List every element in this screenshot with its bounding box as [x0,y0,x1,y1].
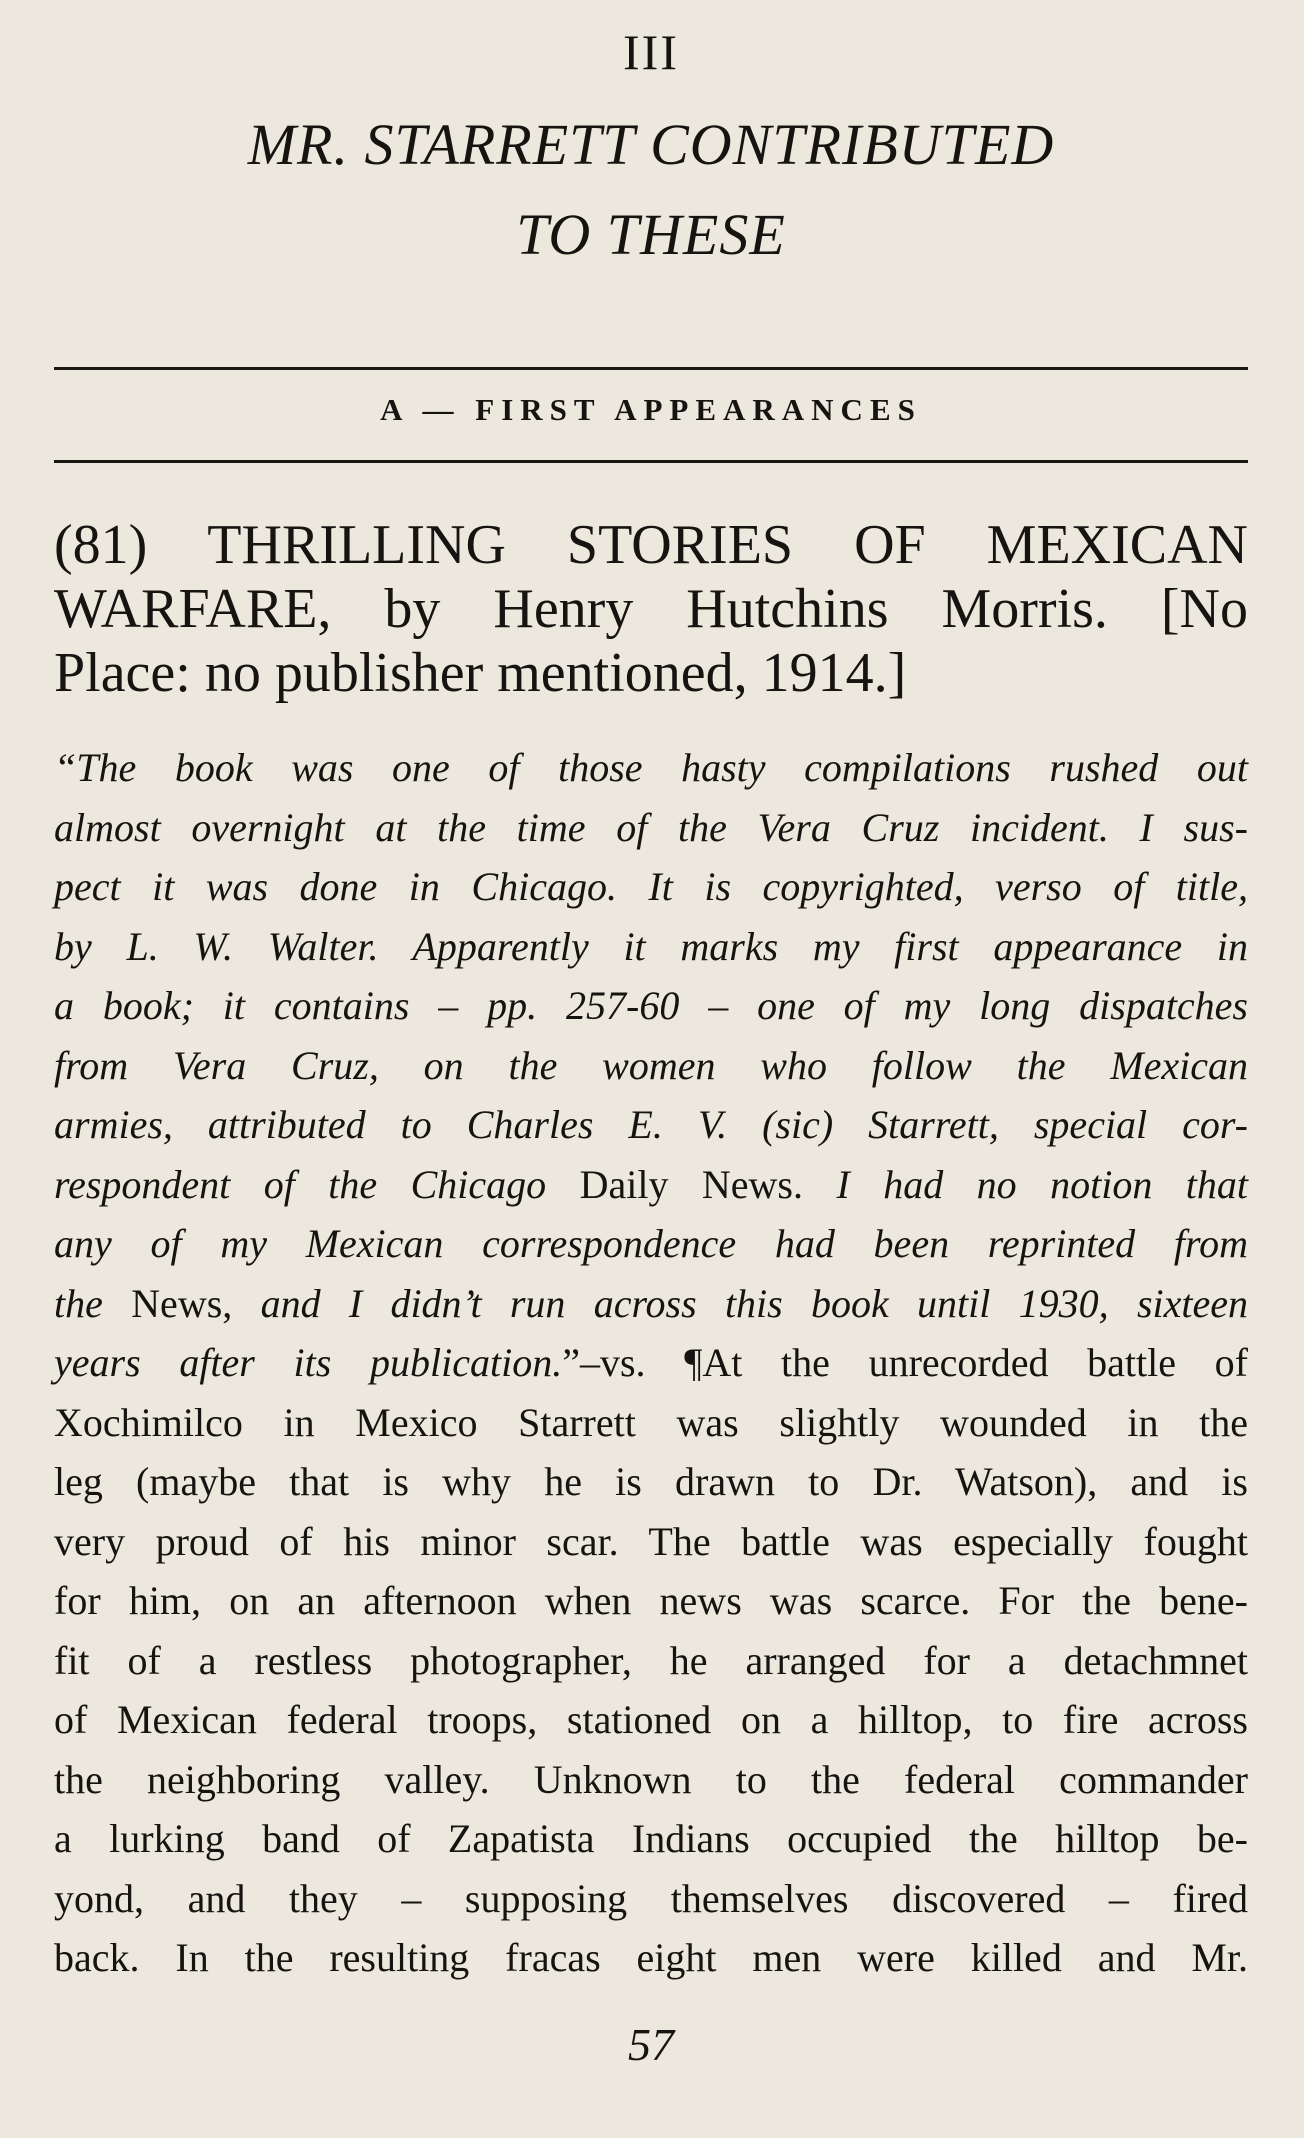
body-line: armies, attributed to Charles E. V. (sic) Starrett, special cor- [54,1102,1248,1147]
newspaper-title: Daily News. [579,1161,803,1207]
body-fragment: and I didn’t run across this book until 1930, sixteen [260,1280,1249,1326]
entry-body-text [54,738,1248,1988]
entry-heading-line: (81) THRILLING STORIES OF MEXICAN [54,514,1248,576]
section-rule-bottom [54,460,1248,463]
body-fragment: respondent of the Chicago [54,1161,547,1207]
chapter-title [54,100,1248,280]
body-fragment: I had no notion that [836,1161,1249,1207]
chapter-title-line-1: MR. STARRETT CONTRIBUTED [247,112,1055,177]
body-line [54,1333,1248,1393]
body-line [54,1274,1248,1334]
body-line: of Mexican federal troops, stationed on a hilltop, to fire across [54,1697,1248,1742]
body-line: pect it was done in Chicago. It is copyrighted, verso of title, [54,864,1248,909]
body-line: for him, on an afternoon when news was scarce. For the bene- [54,1578,1248,1623]
body-line: a lurking band of Zapatista Indians occupied the hilltop be- [54,1816,1248,1861]
body-line: the neighboring valley. Unknown to the federal commander [54,1756,1248,1802]
body-line: by L. W. Walter. Apparently it marks my first appearance in [54,923,1248,969]
body-line: any of my Mexican correspondence had been reprinted from [54,1221,1248,1266]
page-number: 57 [628,2019,674,2070]
body-line: from Vera Cruz, on the women who follow the Mexican [54,1042,1248,1088]
body-fragment: ”–vs. ¶At the unrecorded battle of [562,1340,1249,1385]
chapter-number: III [623,24,679,80]
body-line [54,1155,1248,1215]
entry-heading-line: WARFARE, by Henry Hutchins Morris. [No [54,578,1248,640]
entry-heading [54,513,1248,705]
body-line: Xochimilco in Mexico Starrett was slightly wounded in the [54,1399,1248,1445]
book-page [54,0,1248,2138]
body-line: “The book was one of those hasty compilations rushed out [54,745,1248,790]
body-fragment: the [54,1280,103,1326]
body-line: very proud of his minor scar. The battle was especially fought [54,1518,1248,1564]
body-line: yond, and they – supposing themselves discovered – fired [54,1875,1248,1921]
body-line: a book; it contains – pp. 257-60 – one of my long dispatches [54,983,1248,1028]
chapter-title-line-2: TO THESE [516,202,786,267]
section-rule-top [54,367,1248,370]
body-line: leg (maybe that is why he is drawn to Dr. Watson), and is [54,1459,1248,1504]
body-line: back. In the resulting fracas eight men were killed and Mr. [54,1935,1248,1980]
body-fragment: years after its publication. [54,1340,563,1385]
body-line: fit of a restless photographer, he arranged for a detachmnet [54,1637,1248,1683]
entry-heading-line: Place: no publisher mentioned, 1914.] [54,642,907,704]
newspaper-title: News, [131,1280,233,1326]
section-heading: A — FIRST APPEARANCES [380,392,922,427]
body-line: almost overnight at the time of the Vera Cruz incident. I sus- [54,804,1248,850]
